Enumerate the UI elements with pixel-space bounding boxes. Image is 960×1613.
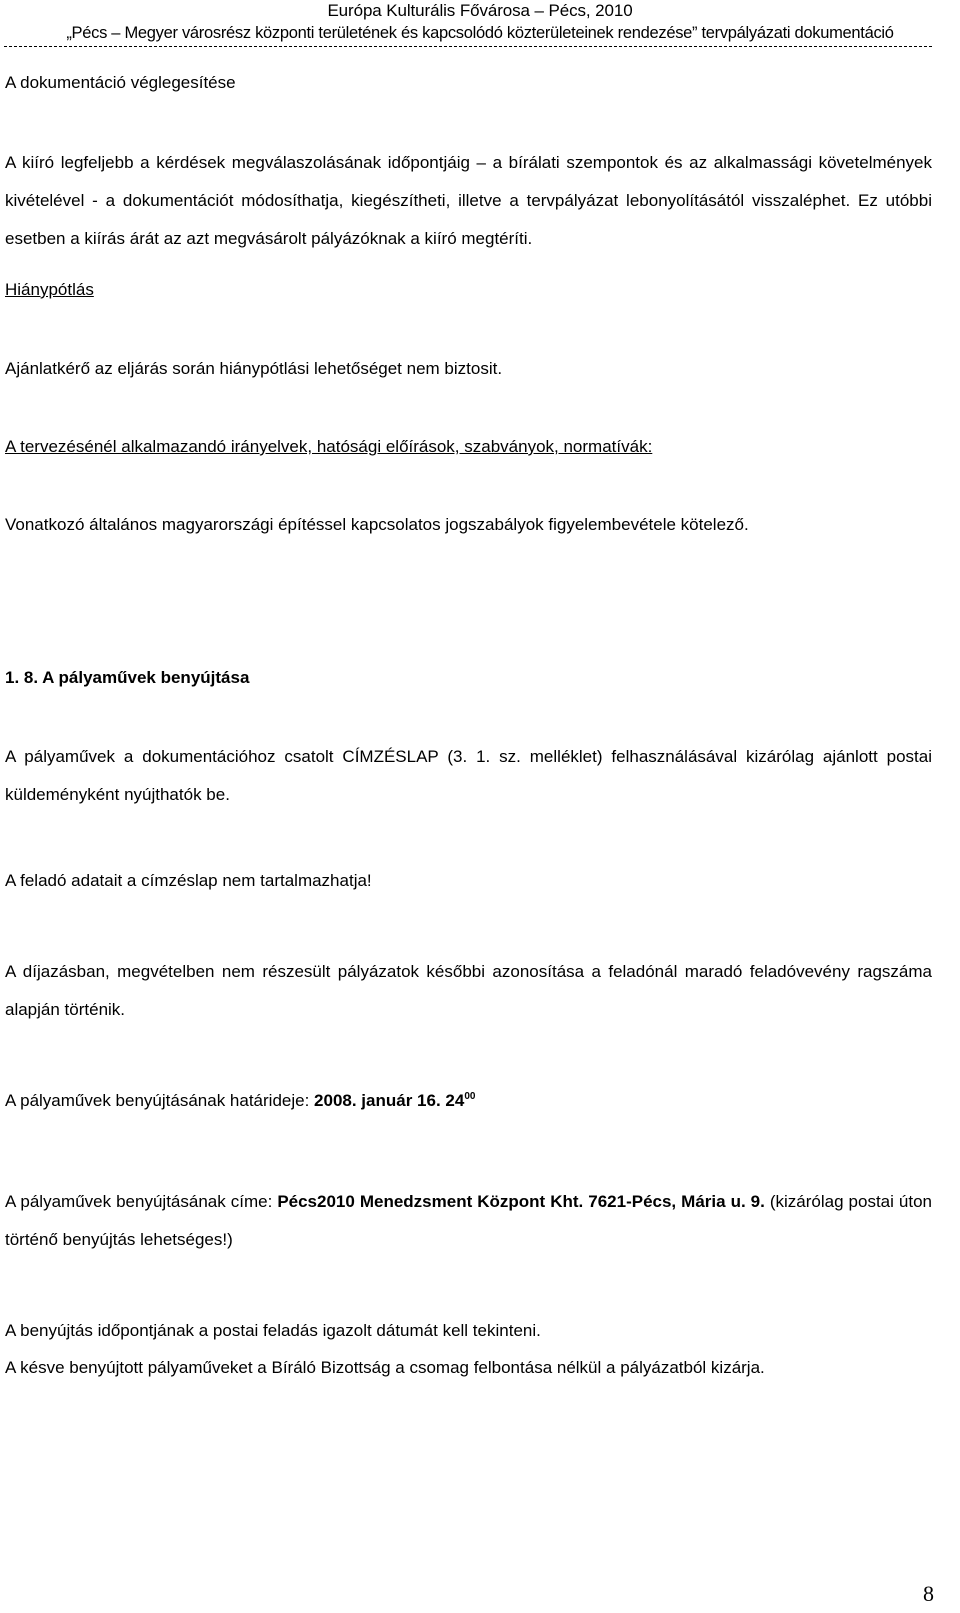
deadline-time-superscript: 00	[464, 1091, 476, 1102]
header-divider	[4, 46, 932, 47]
page-header	[0, 0, 960, 48]
page-number: 8	[923, 1581, 934, 1606]
paragraph-regulations: Vonatkozó általános magyarországi építéssel kapcsolatos jogszabályok figyelembevétele kötelező.	[5, 515, 749, 534]
paragraph-submission-method: A pályaművek a dokumentációhoz csatolt CÍMZÉSLAP (3. 1. sz. melléklet) felhasználásával kizárólag ajánlott postai küldeményként nyújthatók be.	[5, 747, 932, 804]
paragraph-deadline	[5, 1082, 932, 1120]
paragraph-sender-note: A feladó adatait a címzéslap nem tartalmazhatja!	[5, 871, 372, 890]
paragraph-postmark-date: A benyújtás időpontjának a postai feladás igazolt dátumát kell tekinteni.	[5, 1321, 541, 1340]
header-title: Európa Kulturális Fővárosa – Pécs, 2010	[327, 1, 633, 20]
address-note: (kizárólag postai úton történő benyújtás lehetséges!)	[5, 1192, 932, 1249]
address-value: Pécs2010 Menedzsment Központ Kht. 7621-Pécs, Mária u. 9.	[277, 1192, 765, 1211]
address-label: A pályaművek benyújtásának címe:	[5, 1192, 278, 1211]
section-heading-deficiency: Hiánypótlás	[5, 280, 94, 299]
paragraph-deficiency: Ajánlatkérő az eljárás során hiánypótlási lehetőséget nem biztosit.	[5, 359, 503, 378]
header-subtitle: „Pécs – Megyer városrész központi területének és kapcsolódó közterületeinek rendezése” tervpályázati dokumentáció	[66, 24, 894, 42]
paragraph-finalize: A kiíró legfeljebb a kérdések megválaszolásának időpontjáig – a bírálati szempontok és az alkalmassági követelmények kivételével - a dokumentációt módosíthatja, kiegészítheti, illetve a tervpályázat lebonyolításától visszaléphet. Ez utóbbi esetben a kiírás árát az azt megvásárolt pályázóknak a kiíró megtéríti.	[5, 153, 932, 248]
paragraph-identification: A díjazásban, megvételben nem részesült pályázatok későbbi azonosítása a feladónál maradó feladóvevény ragszáma alapján történik.	[5, 962, 932, 1019]
deadline-value: 2008. január 16. 24	[314, 1091, 465, 1110]
section-heading-submission: 1. 8. A pályaművek benyújtása	[5, 668, 250, 687]
paragraph-late-submission: A késve benyújtott pályaműveket a Bíráló Bizottság a csomag felbontása nélkül a pályázatból kizárja.	[5, 1358, 765, 1377]
section-heading-regulations: A tervezésénél alkalmazandó irányelvek, hatósági előírások, szabványok, normatívák:	[5, 437, 653, 456]
section-heading-finalize: A dokumentáció véglegesítése	[5, 73, 236, 92]
deadline-label: A pályaművek benyújtásának határideje:	[5, 1091, 315, 1110]
paragraph-address	[5, 1183, 932, 1259]
